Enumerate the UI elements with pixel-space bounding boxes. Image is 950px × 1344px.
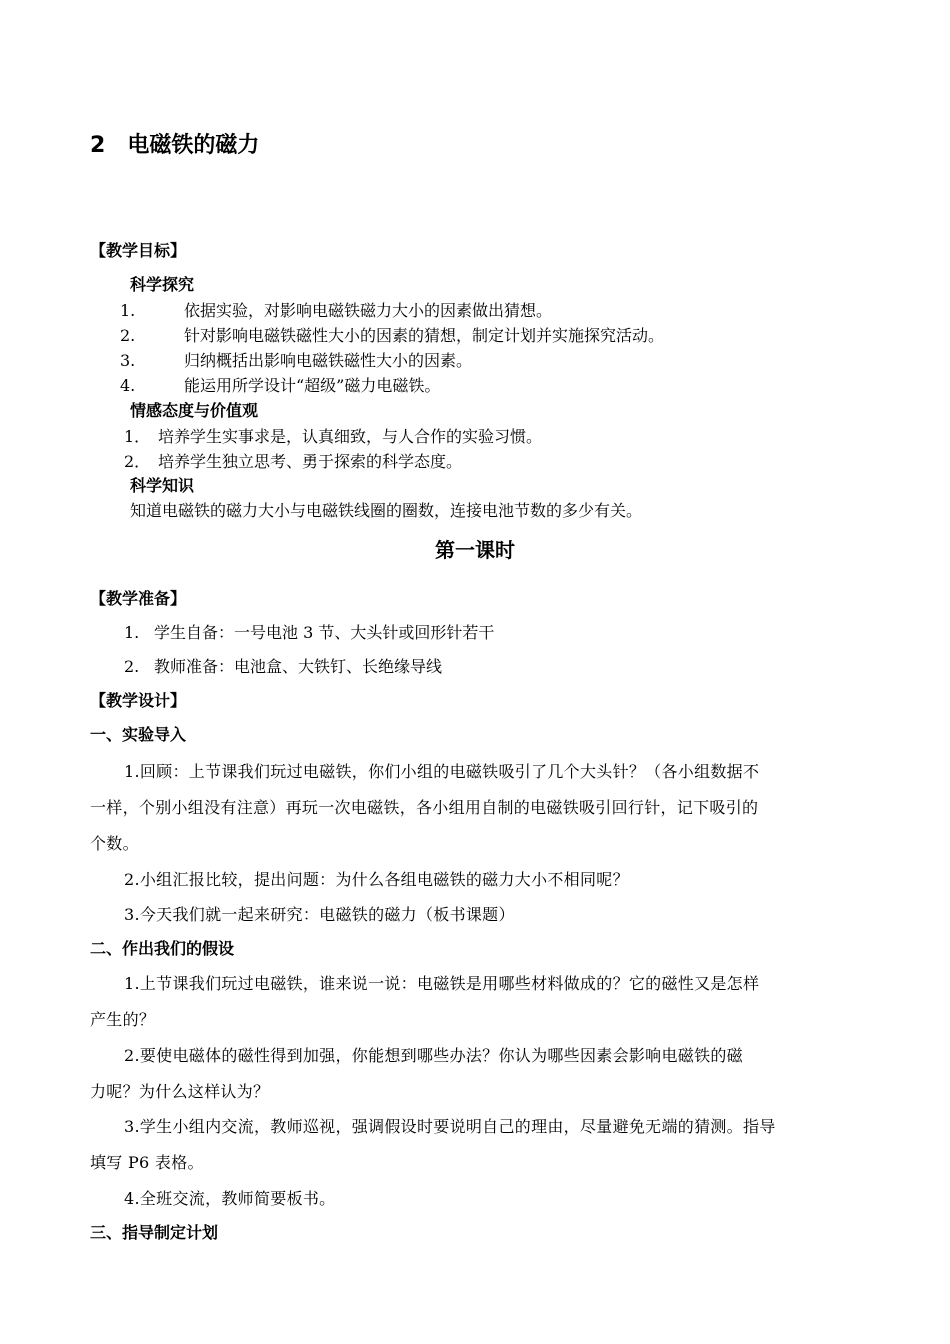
list-item: 2. 针对影响电磁铁磁性大小的因素的猜想，制定计划并实施探究活动。	[120, 326, 665, 345]
section-heading: 三、指导制定计划	[90, 1223, 219, 1242]
paragraph-line: 3.学生小组内交流，教师巡视，强调假设时要说明自己的理由，尽量避免无端的猜测。指导	[124, 1117, 776, 1136]
list-item: 2. 教师准备：电池盒、大铁钉、长绝缘导线	[124, 657, 443, 676]
paragraph-line: 个数。	[90, 834, 139, 853]
section-heading: 一、实验导入	[90, 725, 187, 744]
title-number: 2	[90, 133, 106, 158]
preparation-heading: 【教学准备】	[90, 589, 187, 608]
page-title	[90, 128, 259, 159]
knowledge-label: 科学知识	[130, 476, 195, 495]
title-text: 电磁铁的磁力	[127, 133, 260, 158]
paragraph-line: 2.要使电磁体的磁性得到加强，你能想到哪些办法？你认为哪些因素会影响电磁铁的磁	[124, 1046, 743, 1065]
paragraph-line: 产生的？	[90, 1010, 156, 1029]
paragraph-line: 4.全班交流，教师简要板书。	[124, 1189, 336, 1208]
paragraph-line: 3.今天我们就一起来研究：电磁铁的磁力（板书课题）	[124, 905, 515, 924]
design-heading: 【教学设计】	[90, 691, 187, 710]
list-item: 3. 归纳概括出影响电磁铁磁性大小的因素。	[120, 351, 473, 370]
paragraph-line: 2.小组汇报比较，提出问题：为什么各组电磁铁的磁力大小不相同呢？	[124, 870, 629, 889]
science-inquiry-label: 科学探究	[130, 275, 195, 294]
list-item: 1. 学生自备：一号电池 3 节、大头针或回形针若干	[124, 623, 495, 642]
paragraph-line: 一样，个别小组没有注意）再玩一次电磁铁，各小组用自制的电磁铁吸引回行针，记下吸引的	[90, 798, 759, 817]
goals-heading: 【教学目标】	[90, 241, 187, 260]
knowledge-text: 知道电磁铁的磁力大小与电磁铁线圈的圈数，连接电池节数的多少有关。	[130, 501, 643, 520]
paragraph-line: 1.上节课我们玩过电磁铁，谁来说一说：电磁铁是用哪些材料做成的？它的磁性又是怎样	[124, 974, 760, 993]
list-item: 4. 能运用所学设计“超级”磁力电磁铁。	[120, 376, 441, 395]
paragraph-line: 力呢？为什么这样认为？	[90, 1082, 270, 1101]
paragraph-line: 填写 P6 表格。	[90, 1153, 204, 1172]
paragraph-line: 1.回顾：上节课我们玩过电磁铁，你们小组的电磁铁吸引了几个大头针？（各小组数据不	[124, 762, 760, 781]
attitude-label: 情感态度与价值观	[130, 401, 259, 420]
lesson-title: 第一课时	[435, 538, 515, 562]
list-item: 1． 培养学生实事求是，认真细致，与人合作的实验习惯。	[124, 427, 543, 446]
list-item: 1. 依据实验，对影响电磁铁磁力大小的因素做出猜想。	[120, 301, 553, 320]
list-item: 2． 培养学生独立思考、勇于探索的科学态度。	[124, 452, 463, 471]
section-heading: 二、作出我们的假设	[90, 939, 235, 958]
